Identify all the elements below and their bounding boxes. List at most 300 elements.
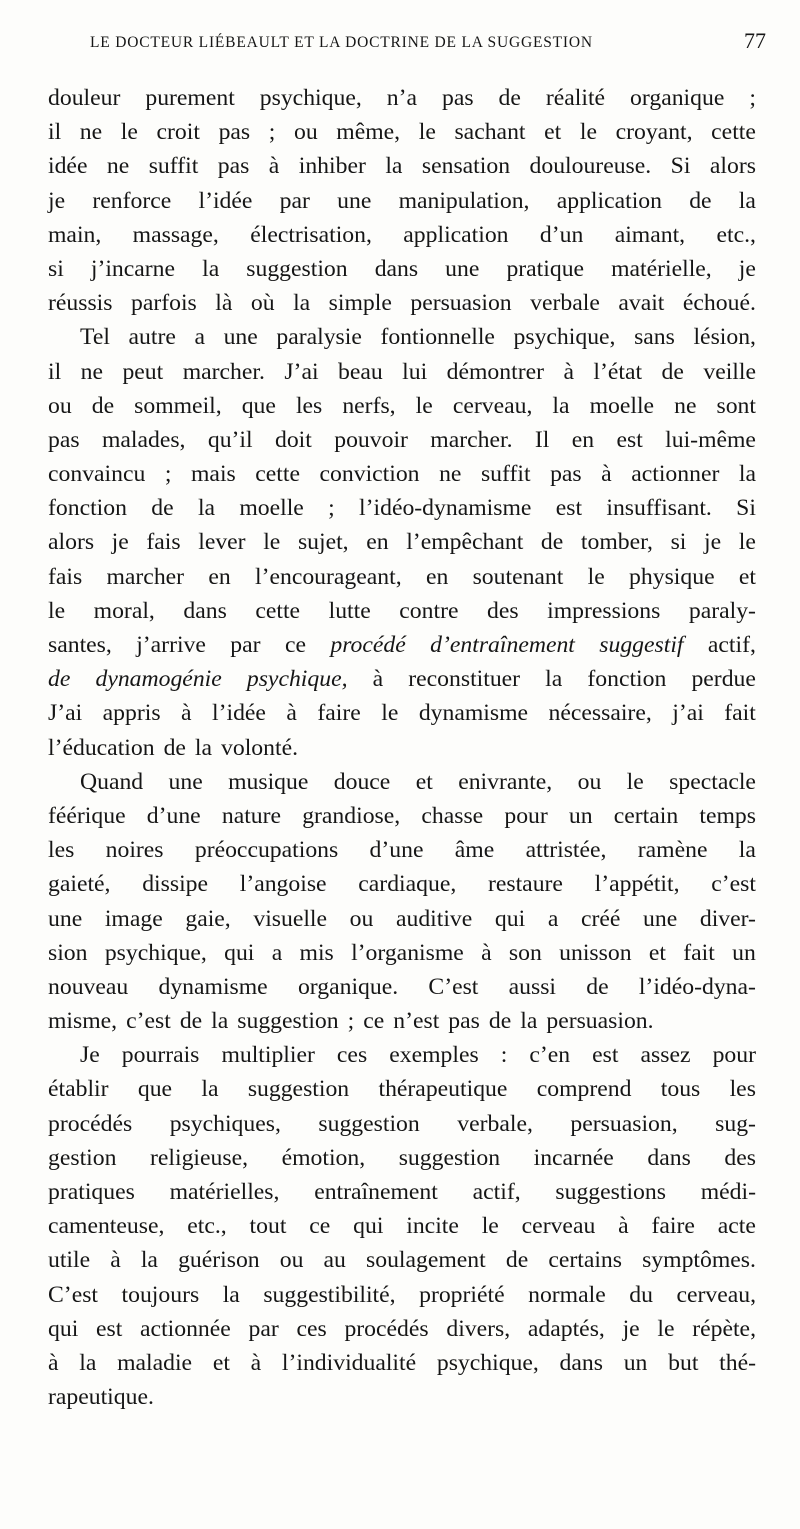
word: électrisation,	[250, 221, 372, 248]
word: est	[96, 1315, 123, 1342]
word: à	[250, 1349, 262, 1376]
text-line	[48, 149, 756, 183]
word: à	[110, 1247, 121, 1274]
word: J’ai	[284, 358, 319, 385]
word: dans	[183, 597, 227, 624]
word: croyant,	[615, 119, 693, 146]
word: Quand	[80, 768, 144, 795]
word: autre	[128, 324, 176, 351]
word: de	[48, 666, 71, 693]
word: je	[622, 1315, 640, 1342]
word: psychique,	[246, 666, 348, 693]
word: d’un	[539, 221, 584, 248]
word: à	[268, 153, 280, 180]
text-line	[48, 389, 756, 423]
word: insuffisant.	[606, 495, 712, 522]
word: mis	[299, 939, 334, 966]
word: démontrer	[446, 358, 544, 385]
word: la	[222, 1281, 240, 1308]
word: à	[48, 1349, 59, 1376]
word: là	[215, 290, 233, 317]
word: échoué.	[682, 290, 756, 317]
word: alors	[709, 153, 756, 180]
running-head	[48, 28, 766, 58]
word: c’est	[126, 1008, 171, 1035]
text-line	[48, 970, 756, 1004]
word: la	[79, 1349, 97, 1376]
word: sug-	[715, 1110, 756, 1137]
word: psychique,	[259, 85, 362, 111]
word: cerveau	[521, 1213, 596, 1240]
page-number: 77	[744, 28, 766, 53]
word: de	[163, 734, 186, 761]
word: fonction	[587, 666, 667, 693]
word: à	[372, 666, 384, 693]
word: normale	[528, 1281, 606, 1308]
word: doit	[274, 426, 312, 453]
word: musique	[228, 768, 309, 795]
word: C’est	[48, 1281, 99, 1308]
word: l’idée	[198, 187, 253, 214]
word: de	[151, 495, 174, 522]
word: incite	[406, 1213, 459, 1240]
word: incarnée	[533, 1144, 614, 1171]
word: et	[544, 119, 562, 146]
word: je	[704, 529, 722, 556]
text-line	[48, 560, 756, 594]
word: dynamisme	[158, 973, 268, 1000]
word: établir	[48, 1076, 109, 1103]
word: de	[91, 392, 115, 419]
word: parfois	[130, 290, 197, 317]
word: assez	[640, 1042, 691, 1069]
text-line	[48, 423, 756, 457]
word: pour	[504, 802, 548, 829]
word: marcher.	[182, 358, 265, 385]
word: mais	[191, 461, 236, 488]
word: médi-	[700, 1179, 756, 1205]
word: peut	[122, 358, 164, 385]
word: ou	[48, 392, 72, 419]
word: pas	[217, 153, 250, 180]
word: temps	[699, 802, 756, 829]
word: d’une	[146, 802, 201, 829]
text-line	[48, 320, 756, 354]
word: à	[286, 700, 297, 727]
word: alors	[48, 529, 95, 556]
word: il	[48, 119, 62, 146]
word: ne	[674, 392, 697, 419]
word: émotion,	[281, 1144, 366, 1171]
word: créé	[580, 905, 621, 932]
word: ce	[363, 1008, 385, 1035]
text-line	[48, 115, 756, 149]
word: d’entraînement	[430, 632, 575, 658]
word: douleur	[48, 85, 121, 111]
word: thérapeutique	[378, 1076, 508, 1103]
word: les	[295, 392, 323, 419]
word: pour	[712, 1042, 756, 1069]
word: l’empêchant	[406, 529, 524, 556]
word: le	[657, 1315, 675, 1342]
text-line	[48, 628, 756, 662]
word: n’a	[386, 85, 417, 111]
word: appris	[102, 700, 161, 727]
word: ces	[336, 1042, 368, 1069]
word: par	[248, 1315, 279, 1342]
word: l’idéo-dyna-	[638, 973, 756, 1000]
word: moelle	[589, 392, 655, 419]
word: de	[488, 1008, 512, 1035]
word: ramène	[637, 837, 708, 864]
word: psychique,	[513, 324, 616, 351]
word: comprend	[536, 1076, 632, 1103]
text-line	[48, 1312, 756, 1346]
word: psychique,	[436, 1349, 539, 1376]
word: sachant	[454, 119, 526, 146]
word: à	[181, 700, 192, 727]
word: unisson	[559, 939, 632, 966]
word: le	[120, 119, 138, 146]
word: Tel	[80, 324, 110, 351]
word: ne	[79, 119, 103, 146]
word: malades,	[101, 426, 186, 453]
word: sion	[48, 939, 88, 966]
word: lésion,	[693, 324, 756, 351]
word: adaptés,	[527, 1315, 605, 1342]
word: soulagement	[366, 1247, 486, 1274]
word: de	[498, 85, 521, 111]
word: verbale	[530, 290, 600, 317]
word: pas	[448, 1008, 480, 1035]
word: un	[732, 939, 756, 966]
word: entraînement	[314, 1179, 438, 1205]
word: camenteuse,	[48, 1213, 165, 1240]
word: pas	[48, 426, 80, 453]
word: est	[616, 426, 643, 453]
text-line	[48, 1038, 756, 1072]
word: la	[201, 1076, 219, 1103]
word: multiplier	[221, 1042, 315, 1069]
word: ces	[296, 1315, 327, 1342]
word: certains	[548, 1247, 622, 1274]
word: de	[540, 529, 564, 556]
text-line	[48, 286, 756, 320]
word: psychiques,	[169, 1110, 281, 1137]
word: à	[563, 358, 574, 385]
word: Si	[670, 153, 691, 180]
word: la	[202, 255, 220, 282]
word: d’une	[369, 837, 424, 864]
word: procédés	[344, 1315, 429, 1342]
word: moral,	[93, 597, 155, 624]
word: psychique,	[104, 939, 207, 966]
word: et	[415, 768, 433, 795]
word: inhiber	[298, 153, 366, 180]
word: cerveau,	[452, 392, 533, 419]
word: visuelle	[253, 905, 328, 932]
word: est	[592, 1042, 619, 1069]
word: gestion	[48, 1144, 117, 1171]
word: le	[481, 1213, 499, 1240]
running-title: LE DOCTEUR LIÉBEAULT ET LA DOCTRINE DE LA SUGGESTION	[90, 34, 593, 51]
word: tous	[660, 1076, 701, 1103]
word: pratiques	[48, 1179, 135, 1205]
word: procédés	[48, 1110, 133, 1137]
word: son	[508, 939, 542, 966]
text-line	[48, 1278, 756, 1312]
word: faire	[651, 1213, 695, 1240]
word: :	[500, 1042, 508, 1069]
word: la	[211, 1008, 229, 1035]
word: c’en	[529, 1042, 571, 1069]
word: fais	[48, 563, 83, 590]
word: n’est	[393, 1008, 440, 1035]
word: réalité	[545, 85, 606, 111]
word: paraly-	[688, 597, 756, 624]
word: je	[738, 255, 756, 282]
word: la	[738, 461, 756, 488]
word: le	[263, 529, 281, 556]
word: l’appétit,	[594, 871, 680, 898]
word: un	[568, 802, 593, 829]
word: ;	[347, 1008, 355, 1035]
word: le	[579, 119, 597, 146]
word: reconstituer	[408, 666, 521, 693]
word: application	[403, 221, 509, 248]
text-line	[48, 936, 756, 970]
word: spectacle	[669, 768, 756, 795]
word: exemples	[389, 1042, 479, 1069]
text-line	[48, 799, 756, 833]
text-line	[48, 696, 756, 730]
word: a	[271, 939, 283, 966]
text-line	[48, 1346, 756, 1380]
word: dans	[559, 1349, 603, 1376]
word: nerfs,	[342, 392, 396, 419]
word: suggestion	[237, 1008, 339, 1035]
word: même,	[336, 119, 401, 146]
word: les	[48, 837, 75, 864]
word: l’angoise	[239, 871, 327, 898]
text-line	[48, 594, 756, 628]
word: est	[555, 495, 583, 522]
word: de	[661, 358, 684, 385]
word: réussis	[48, 290, 113, 317]
word: veille	[703, 358, 756, 385]
word: a	[194, 324, 205, 351]
word: Il	[534, 426, 550, 453]
word: impressions	[547, 597, 661, 624]
word: une	[337, 187, 372, 214]
word: perdue	[691, 666, 756, 693]
word: suggestif	[599, 632, 684, 658]
word: lever	[198, 529, 246, 556]
word: le	[418, 119, 436, 146]
word: nouveau	[48, 973, 129, 1000]
word: etc.,	[187, 1213, 227, 1240]
word: suggestion	[398, 1144, 501, 1171]
word: ;	[749, 85, 756, 111]
word: thé-	[719, 1349, 756, 1376]
word: renforce	[92, 187, 172, 214]
word: pratique	[506, 255, 585, 282]
word: Si	[736, 495, 756, 522]
word: préoccupations	[194, 837, 339, 864]
word: sensation	[421, 153, 511, 180]
word: pas	[441, 85, 474, 111]
word: gaie,	[185, 905, 231, 932]
word: qui	[353, 1213, 384, 1240]
word: purement	[145, 85, 235, 111]
text-line	[48, 1004, 756, 1038]
word: suffit	[148, 153, 199, 180]
word: sont	[716, 392, 756, 419]
word: Je	[80, 1042, 100, 1069]
word: et	[648, 939, 666, 966]
word: croit	[156, 119, 200, 146]
word: acte	[717, 1213, 756, 1240]
word: ce	[309, 1213, 331, 1240]
word: persuasion	[410, 290, 512, 317]
word: massage,	[132, 221, 219, 248]
word: à	[618, 1213, 629, 1240]
word: douloureuse.	[529, 153, 652, 180]
word: à	[481, 939, 492, 966]
word: le	[381, 700, 399, 727]
word: nécessaire,	[548, 700, 652, 727]
word: il	[48, 358, 62, 385]
word: je	[48, 187, 66, 214]
word: divers,	[446, 1315, 511, 1342]
word: et	[738, 563, 756, 590]
word: la	[140, 1247, 158, 1274]
word: pas	[550, 461, 582, 488]
word: une	[643, 905, 678, 932]
word: organique.	[297, 973, 399, 1000]
word: auditive	[395, 905, 473, 932]
word: toujours	[121, 1281, 200, 1308]
word: convaincu	[48, 461, 146, 488]
word: religieuse,	[150, 1144, 249, 1171]
word: par	[230, 632, 261, 658]
word: la	[385, 153, 403, 180]
word: en	[366, 529, 389, 556]
word: la	[520, 1008, 538, 1035]
word: organique	[630, 85, 725, 111]
word: dissipe	[142, 871, 209, 898]
body-text	[48, 81, 756, 1414]
word: avait	[618, 290, 665, 317]
text-line	[48, 457, 756, 491]
word: une	[223, 324, 258, 351]
word: le	[587, 563, 605, 590]
word: paralysie	[276, 324, 362, 351]
word: actif,	[707, 632, 756, 658]
word: grandiose,	[302, 802, 401, 829]
word: cerveau,	[676, 1281, 756, 1308]
word: l’idée	[212, 700, 266, 727]
word: misme,	[48, 1008, 118, 1035]
word: aussi	[508, 973, 557, 1000]
text-line	[48, 833, 756, 867]
word: rapeutique.	[48, 1384, 154, 1411]
text-line	[48, 252, 756, 286]
word: image	[104, 905, 163, 932]
word: le	[48, 597, 66, 624]
word: que	[137, 1076, 173, 1103]
word: la	[545, 666, 563, 693]
word: sujet,	[297, 529, 349, 556]
text-line	[48, 1072, 756, 1106]
word: cette	[255, 597, 301, 624]
word: répète,	[692, 1315, 756, 1342]
word: la	[197, 495, 216, 522]
word: procédé	[330, 632, 406, 658]
word: dynamogénie	[95, 666, 222, 693]
word: ;	[268, 119, 276, 146]
word: contre	[399, 597, 459, 624]
word: ou	[349, 905, 374, 932]
word: ;	[328, 495, 335, 522]
word: en	[208, 563, 231, 590]
word: fait	[683, 939, 715, 966]
text-line	[48, 1243, 756, 1277]
word: matérielles,	[169, 1179, 280, 1205]
word: application	[556, 187, 662, 214]
word: physique	[629, 563, 715, 590]
word: j’incarne	[90, 255, 176, 282]
word: l’éducation	[48, 734, 155, 761]
word: moelle	[239, 495, 304, 522]
word: qui	[224, 939, 255, 966]
text-line	[48, 765, 756, 799]
word: le	[415, 392, 433, 419]
word: féérique	[48, 802, 126, 829]
word: faire	[317, 700, 361, 727]
word: verbale,	[457, 1110, 533, 1137]
word: le	[626, 768, 644, 795]
text-line	[48, 355, 756, 389]
word: aimant,	[614, 221, 686, 248]
word: de	[689, 187, 712, 214]
word: persuasion,	[570, 1110, 678, 1137]
word: ;	[164, 461, 172, 488]
word: ou	[293, 119, 318, 146]
word: la	[738, 187, 756, 214]
word: qui	[48, 1315, 79, 1342]
word: la	[293, 290, 311, 317]
word: de	[505, 1247, 529, 1274]
word: chasse	[421, 802, 484, 829]
word: volonté.	[221, 734, 299, 761]
word: des	[724, 1144, 756, 1171]
text-line	[48, 867, 756, 901]
word: utile	[48, 1247, 91, 1274]
word: au	[323, 1247, 346, 1274]
text-line	[48, 184, 756, 218]
word: l’organisme	[351, 939, 464, 966]
word: qu’il	[207, 426, 253, 453]
word: et	[212, 1349, 230, 1376]
text-line	[48, 1175, 756, 1209]
text-line	[48, 1209, 756, 1243]
text-line	[48, 525, 756, 559]
word: si	[48, 255, 64, 282]
word: restaure	[487, 871, 563, 898]
word: si	[670, 529, 687, 556]
word: symptômes.	[642, 1247, 756, 1274]
